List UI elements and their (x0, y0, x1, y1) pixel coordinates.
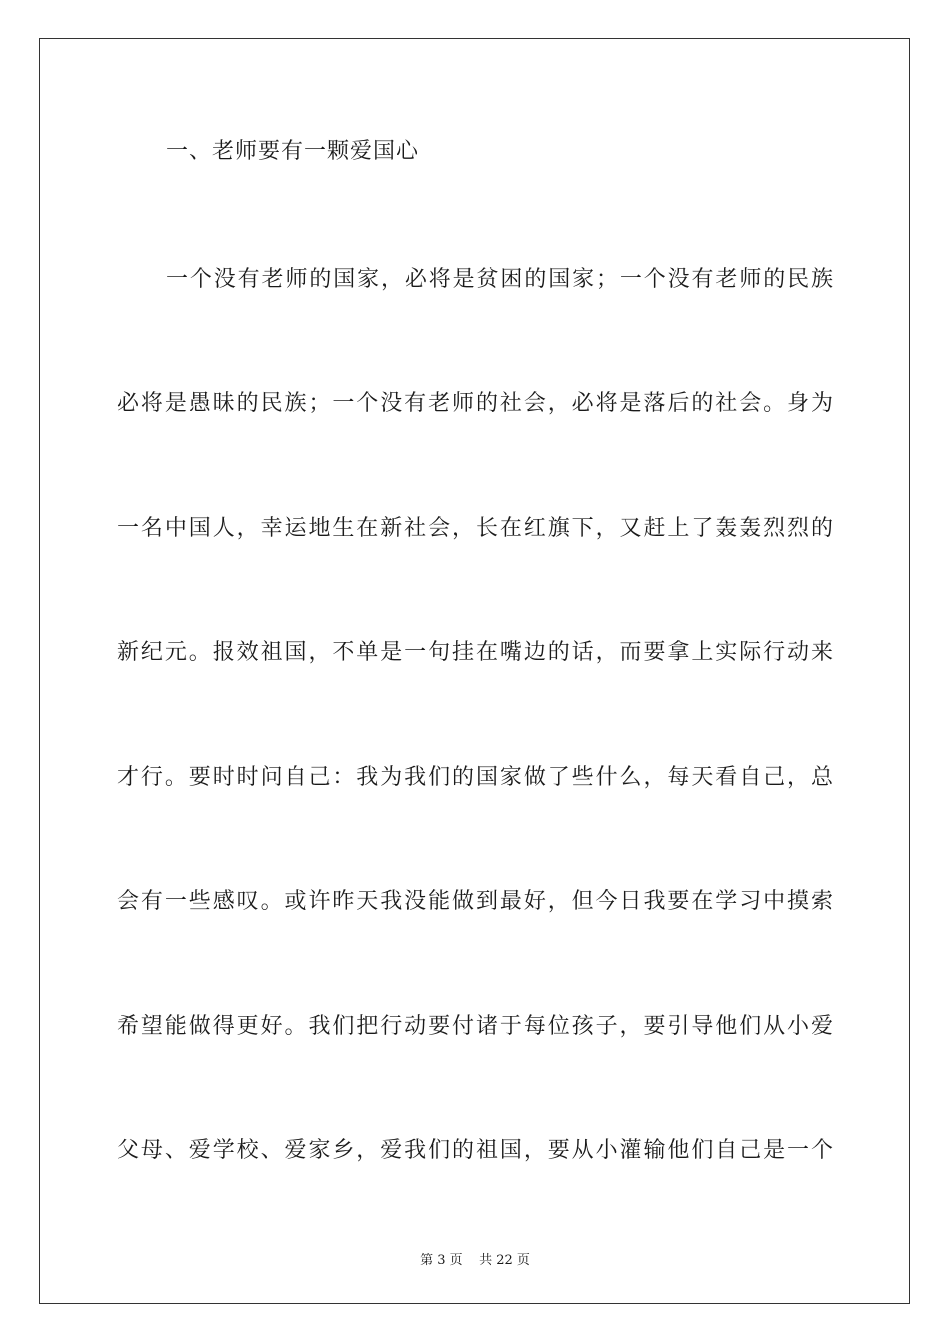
section-heading: 一、老师要有一颗爱国心 (166, 139, 420, 164)
paragraph-line-2: 必将是愚昧的民族；一个没有老师的社会，必将是落后的社会。身为 (117, 391, 833, 416)
paragraph-line-4: 新纪元。报效祖国，不单是一句挂在嘴边的话，而要拿上实际行动来 (117, 640, 833, 665)
paragraph-line-8: 父母、爱学校、爱家乡，爱我们的祖国，要从小灌输他们自己是一个 (117, 1138, 833, 1163)
page-number-footer: 第 3 页 共 22 页 (420, 1253, 530, 1268)
paragraph-line-1: 一个没有老师的国家，必将是贫困的国家；一个没有老师的民族 (166, 267, 833, 292)
page-border (39, 38, 910, 1304)
paragraph-line-6: 会有一些感叹。或许昨天我没能做到最好，但今日我要在学习中摸索 (117, 889, 833, 914)
paragraph-line-7: 希望能做得更好。我们把行动要付诸于每位孩子，要引导他们从小爱 (117, 1014, 833, 1039)
paragraph-line-3: 一名中国人，幸运地生在新社会，长在红旗下，又赶上了轰轰烈烈的 (117, 516, 833, 541)
paragraph-line-5: 才行。要时时问自己：我为我们的国家做了些什么，每天看自己，总 (117, 765, 833, 790)
